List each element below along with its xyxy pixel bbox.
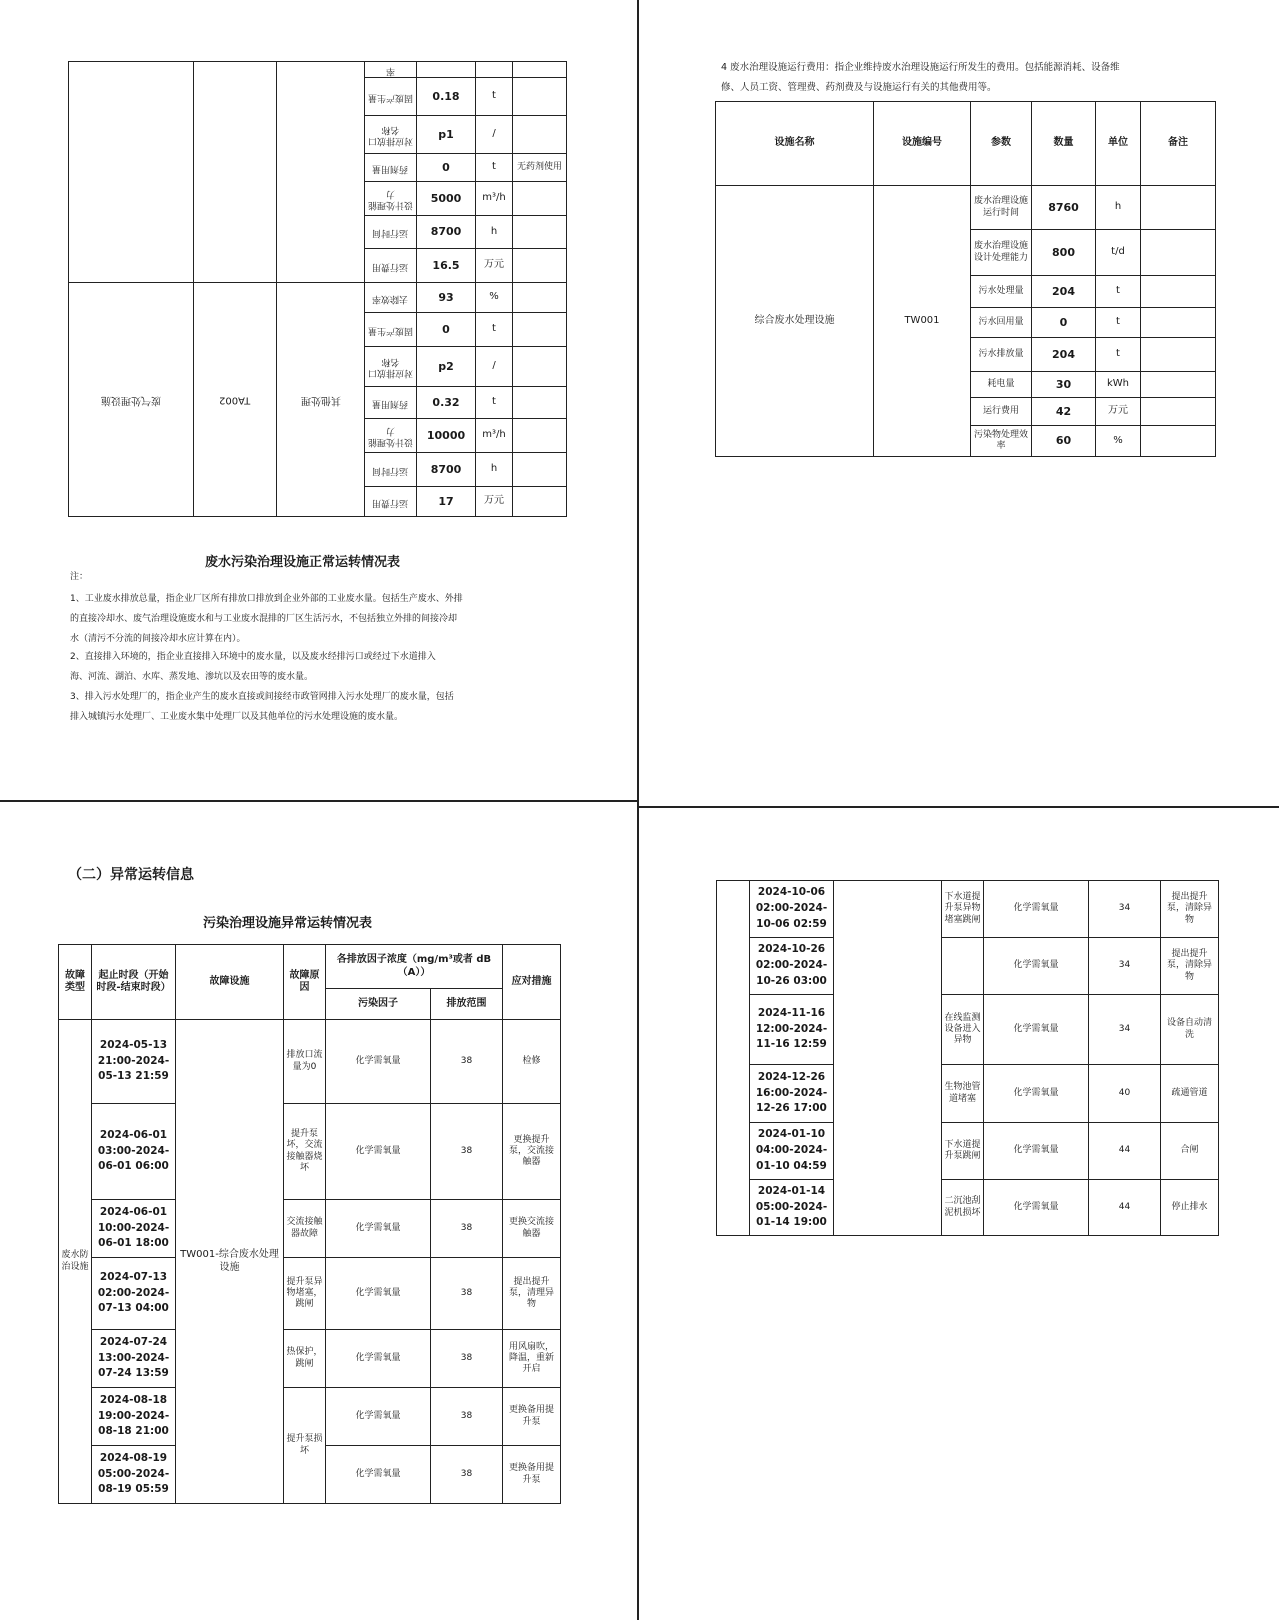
period-line: 2024-05-13	[99, 1038, 168, 1051]
param-label-text: 运行费用	[372, 261, 409, 272]
pollutant: 化学需氧量	[326, 1388, 431, 1446]
param-note	[513, 62, 567, 78]
param-label	[365, 62, 417, 78]
table-row	[59, 1020, 561, 1104]
param-value-text: 5000	[430, 191, 462, 205]
merged-cell	[194, 62, 277, 283]
pollutant: 化学需氧量	[984, 1065, 1089, 1123]
param-name: 污水处理量	[971, 276, 1032, 308]
param-unit-text: t	[492, 323, 496, 335]
param-note	[513, 216, 567, 249]
wastewater-facility-table	[715, 101, 1216, 457]
param-unit-text: m³/h	[482, 429, 506, 441]
table-row	[59, 1200, 561, 1258]
header-pollutant: 污染因子	[326, 989, 431, 1020]
param-value-text: 10000	[426, 428, 466, 442]
param-unit	[476, 347, 513, 387]
note-line: 水（清污不分流的间接冷却水应计算在内）。	[70, 634, 246, 644]
param-qty: 204	[1032, 338, 1096, 372]
param-value-text: 16.5	[432, 258, 460, 272]
period-line: 12-26 17:00	[756, 1102, 827, 1115]
table-row	[59, 1330, 561, 1388]
param-unit-text: m³/h	[482, 192, 506, 204]
header-note: 备注	[1141, 102, 1216, 186]
period-line: 16:00-2024-	[755, 1086, 828, 1099]
emission-range: 38	[431, 1330, 503, 1388]
param-unit-text: t	[492, 90, 496, 102]
header-qty: 数量	[1032, 102, 1096, 186]
param-name: 运行费用	[971, 398, 1032, 426]
period-cell	[92, 1200, 176, 1258]
merged-cell	[69, 62, 194, 283]
param-qty: 60	[1032, 426, 1096, 457]
abnormal-operation-table-continued	[716, 880, 1219, 1236]
param-unit	[476, 387, 513, 419]
param-value-text: 93	[438, 290, 454, 304]
header-measure: 应对措施	[503, 945, 561, 1020]
param-note	[513, 182, 567, 216]
header-param: 参数	[971, 102, 1032, 186]
period-line: 07-13 04:00	[98, 1302, 169, 1315]
period-line: 08-18 21:00	[98, 1425, 169, 1438]
param-unit	[476, 487, 513, 517]
facility-name: 废气处理设施	[101, 394, 161, 406]
param-unit-text: 万元	[484, 259, 504, 271]
param-value	[417, 216, 476, 249]
period-line: 19:00-2024-	[97, 1409, 170, 1422]
param-note	[1141, 230, 1216, 276]
period-line: 06-01 18:00	[98, 1237, 169, 1250]
period-line: 11-16 12:59	[756, 1038, 827, 1051]
pollutant: 化学需氧量	[326, 1200, 431, 1258]
param-value-text: 0	[442, 160, 450, 174]
param-name: 污染物处理效率	[971, 426, 1032, 457]
param-unit	[476, 116, 513, 154]
param-name: 污水排放量	[971, 338, 1032, 372]
param-value-text: 0.18	[432, 89, 460, 103]
note-line: 1、工业废水排放总量，指企业厂区所有排放口排放到企业外部的工业废水量。包括生产废水、外排	[70, 594, 463, 604]
pollutant: 化学需氧量	[984, 881, 1089, 938]
param-name: 废水治理设施运行时间	[971, 186, 1032, 230]
header-range: 排放范围	[431, 989, 503, 1020]
period-line: 2024-10-26	[757, 943, 826, 956]
param-unit	[476, 419, 513, 453]
measure: 检修	[503, 1020, 561, 1104]
table-row	[717, 1065, 1219, 1123]
param-qty: 42	[1032, 398, 1096, 426]
param-value-text: 0.32	[432, 395, 460, 409]
note-line: 3、排入污水处理厂的，指企业产生的废水直接或间接经市政管网排入污水处理厂的废水量，包括	[70, 692, 454, 702]
fault-reason: 热保护，跳闸	[284, 1330, 326, 1388]
intro-line-1: 4 废水治理设施运行费用：指企业维持废水治理设施运行所发生的费用。包括能源消耗、设备维	[721, 62, 1120, 73]
param-note	[513, 487, 567, 517]
period-line: 10:00-2024-	[97, 1221, 170, 1234]
period-line: 21:00-2024-	[97, 1054, 170, 1067]
param-note-text: 无药剂使用	[516, 161, 562, 172]
param-label-text: 去除效率	[372, 293, 409, 304]
period-line: 03:00-2024-	[97, 1144, 170, 1157]
merged-cell	[717, 881, 750, 1236]
pollutant: 化学需氧量	[984, 1180, 1089, 1236]
param-unit	[476, 283, 513, 313]
period-cell	[92, 1104, 176, 1200]
param-label-text: 率	[385, 65, 395, 76]
param-unit-text: h	[490, 463, 498, 475]
measure: 用风扇吹，降温，重新开启	[503, 1330, 561, 1388]
param-note	[1141, 276, 1216, 308]
param-unit-text: h	[490, 225, 498, 237]
header-concentration: 各排放因子浓度（mg/m³或者 dB（A））	[326, 945, 503, 989]
facility-name: 综合废水处理设施	[716, 186, 874, 457]
measure: 疏通管道	[1161, 1065, 1219, 1123]
param-unit	[476, 154, 513, 182]
header-facility-code: 设施编号	[874, 102, 971, 186]
period-line: 2024-12-26	[757, 1070, 826, 1083]
param-unit-text: %	[489, 291, 499, 303]
param-label	[365, 249, 417, 283]
param-qty: 204	[1032, 276, 1096, 308]
period-cell	[750, 995, 834, 1065]
param-note	[513, 249, 567, 283]
param-note	[1141, 372, 1216, 398]
param-value-text: p1	[438, 127, 454, 141]
emission-range: 44	[1089, 1123, 1161, 1180]
period-cell	[92, 1388, 176, 1446]
param-label-text: 设计处理能力	[368, 425, 414, 447]
param-label	[365, 182, 417, 216]
fault-type: 废水防治设施	[59, 1020, 92, 1504]
param-value	[417, 78, 476, 116]
param-unit: t	[1096, 276, 1141, 308]
period-line: 2024-11-16	[757, 1006, 826, 1019]
param-qty: 8760	[1032, 186, 1096, 230]
header-unit: 单位	[1096, 102, 1141, 186]
param-label	[365, 116, 417, 154]
note-line: 排入城镇污水处理厂、工业废水集中处理厂以及其他单位的污水处理设施的废水量。	[70, 712, 404, 722]
param-value	[417, 116, 476, 154]
period-cell	[92, 1020, 176, 1104]
param-note	[513, 154, 567, 182]
fault-reason: 下水道提升泵异物堵塞跳闸	[942, 881, 984, 938]
table-row	[717, 1123, 1219, 1180]
period-cell	[750, 1123, 834, 1180]
param-note	[513, 453, 567, 487]
param-unit-text: t	[492, 396, 496, 408]
fault-reason: 提升泵坏，交流接触器烧坏	[284, 1104, 326, 1200]
emission-range: 38	[431, 1446, 503, 1504]
period-line: 04:00-2024-	[755, 1144, 828, 1157]
param-label	[365, 154, 417, 182]
pollutant: 化学需氧量	[326, 1258, 431, 1330]
param-unit: 万元	[1096, 398, 1141, 426]
period-line: 2024-08-19	[99, 1451, 168, 1464]
param-qty: 0	[1032, 308, 1096, 338]
measure: 更换备用提升泵	[503, 1388, 561, 1446]
param-unit	[476, 62, 513, 78]
param-label-text: 运行费用	[372, 497, 409, 508]
param-unit: h	[1096, 186, 1141, 230]
emission-range: 34	[1089, 995, 1161, 1065]
param-label	[365, 387, 417, 419]
period-line: 2024-10-06	[757, 886, 826, 899]
pollutant: 化学需氧量	[984, 1123, 1089, 1180]
emission-range: 38	[431, 1020, 503, 1104]
measure: 提出提升泵，清除异物	[1161, 881, 1219, 938]
header-facility-name: 设施名称	[716, 102, 874, 186]
section-title: （二）异常运转信息	[68, 867, 194, 883]
emission-range: 34	[1089, 938, 1161, 995]
param-unit-text: /	[492, 360, 496, 372]
period-line: 02:00-2024-	[755, 959, 828, 972]
period-line: 01-10 04:59	[756, 1159, 827, 1172]
param-value	[417, 453, 476, 487]
page-top-right	[639, 0, 1279, 806]
param-note	[513, 313, 567, 347]
table-row	[717, 1180, 1219, 1236]
period-line: 2024-06-01	[99, 1205, 168, 1218]
param-note	[513, 387, 567, 419]
period-line: 2024-08-18	[99, 1393, 168, 1406]
period-line: 13:00-2024-	[97, 1351, 170, 1364]
param-unit-text: 万元	[484, 495, 504, 507]
period-line: 10-06 02:59	[756, 917, 827, 930]
param-label	[365, 487, 417, 517]
param-value-text: 17	[438, 494, 454, 508]
param-qty: 30	[1032, 372, 1096, 398]
period-cell	[750, 1065, 834, 1123]
emission-range: 40	[1089, 1065, 1161, 1123]
param-unit-text: /	[492, 128, 496, 140]
merged-cell	[277, 62, 365, 283]
param-name: 耗电量	[971, 372, 1032, 398]
measure: 更换交流接触器	[503, 1200, 561, 1258]
param-unit: %	[1096, 426, 1141, 457]
param-label-text: 设计处理能力	[368, 188, 414, 210]
param-label	[365, 313, 417, 347]
measure: 停止排水	[1161, 1180, 1219, 1236]
period-cell	[750, 938, 834, 995]
pollutant: 化学需氧量	[326, 1330, 431, 1388]
param-value	[417, 154, 476, 182]
pollutant: 化学需氧量	[984, 995, 1089, 1065]
period-line: 05:00-2024-	[97, 1467, 170, 1480]
param-label	[365, 216, 417, 249]
gas-facility-table	[68, 61, 567, 517]
param-label-text: 运行时间	[372, 465, 409, 476]
fault-reason: 交流接触器故障	[284, 1200, 326, 1258]
param-unit	[476, 453, 513, 487]
period-line: 2024-01-10	[757, 1128, 826, 1141]
param-note	[1141, 426, 1216, 457]
table-row	[59, 1388, 561, 1446]
emission-range: 38	[431, 1258, 503, 1330]
param-name: 污水回用量	[971, 308, 1032, 338]
pollutant: 化学需氧量	[326, 1020, 431, 1104]
param-note	[513, 116, 567, 154]
fault-facility	[834, 881, 942, 1236]
period-line: 12:00-2024-	[755, 1022, 828, 1035]
page-top-left	[0, 0, 637, 800]
pollutant: 化学需氧量	[984, 938, 1089, 995]
facility-type: 其他处理	[300, 394, 341, 406]
table-row	[716, 186, 1216, 230]
table-row	[69, 62, 567, 78]
param-label	[365, 419, 417, 453]
note-line: 的直接冷却水、废气治理设施废水和与工业废水混排的厂区生活污水，不包括独立外排的间接冷却	[70, 614, 458, 624]
emission-range: 34	[1089, 881, 1161, 938]
period-line: 07-24 13:59	[98, 1367, 169, 1380]
note-line: 2、直接排入环境的，指企业直接排入环境中的废水量，以及废水经排污口或经过下水道排入	[70, 652, 436, 662]
param-label	[365, 78, 417, 116]
period-line: 05:00-2024-	[755, 1200, 828, 1213]
measure: 更换提升泵，交流接触器	[503, 1104, 561, 1200]
param-qty: 800	[1032, 230, 1096, 276]
period-line: 06-01 06:00	[98, 1160, 169, 1173]
period-cell	[92, 1446, 176, 1504]
param-value-text: 8700	[430, 225, 462, 239]
table-row	[69, 283, 567, 313]
param-value	[417, 283, 476, 313]
note-line: 海、河流、湖泊、水库、蒸发地、渗坑以及农田等的废水量。	[70, 672, 314, 682]
table-row	[59, 1258, 561, 1330]
param-label-text: 固废产生量	[367, 92, 413, 103]
emission-range: 38	[431, 1104, 503, 1200]
table-row	[717, 995, 1219, 1065]
fault-reason: 下水道提升泵跳闸	[942, 1123, 984, 1180]
period-cell	[92, 1330, 176, 1388]
param-label	[365, 347, 417, 387]
param-unit: t/d	[1096, 230, 1141, 276]
param-note	[1141, 338, 1216, 372]
facility-code-cell	[194, 283, 277, 517]
param-unit	[476, 313, 513, 347]
param-label-text: 药剂用量	[372, 398, 409, 409]
fault-reason	[942, 938, 984, 995]
param-name: 废水治理设施设计处理能力	[971, 230, 1032, 276]
param-note	[513, 419, 567, 453]
param-note	[1141, 308, 1216, 338]
param-label	[365, 453, 417, 487]
period-line: 2024-01-14	[757, 1184, 826, 1197]
period-line: 02:00-2024-	[755, 902, 828, 915]
param-unit: t	[1096, 338, 1141, 372]
param-unit	[476, 216, 513, 249]
intro-line-2: 修、人员工资、管理费、药剂费及与设施运行有关的其他费用等。	[721, 82, 997, 93]
param-value	[417, 313, 476, 347]
emission-range: 38	[431, 1388, 503, 1446]
period-line: 05-13 21:59	[98, 1070, 169, 1083]
facility-name-cell	[69, 283, 194, 517]
param-note	[513, 78, 567, 116]
param-unit	[476, 78, 513, 116]
header-fault-type: 故障类型	[59, 945, 92, 1020]
fault-reason: 提升泵损坏	[284, 1388, 326, 1504]
param-unit	[476, 249, 513, 283]
param-value-text: 8700	[430, 462, 462, 476]
table-row	[717, 938, 1219, 995]
param-unit-text: t	[492, 161, 496, 173]
param-note	[513, 347, 567, 387]
header-period: 起止时段（开始时段-结束时段）	[92, 945, 176, 1020]
param-value-text: 0	[442, 322, 450, 336]
period-line: 2024-06-01	[99, 1128, 168, 1141]
param-unit: t	[1096, 308, 1141, 338]
note-line: 注：	[70, 572, 89, 582]
param-label-text: 固废产生量	[367, 325, 413, 336]
measure: 提出提升泵，清理异物	[503, 1258, 561, 1330]
period-line: 2024-07-13	[99, 1270, 168, 1283]
period-line: 10-26 03:00	[756, 974, 827, 987]
period-line: 01-14 19:00	[756, 1216, 827, 1229]
facility-code: TW001	[874, 186, 971, 457]
table-row	[717, 881, 1219, 938]
param-note	[1141, 398, 1216, 426]
param-note	[513, 283, 567, 313]
param-unit: kWh	[1096, 372, 1141, 398]
param-value	[417, 347, 476, 387]
fault-reason: 排放口流量为0	[284, 1020, 326, 1104]
period-line: 08-19 05:59	[98, 1483, 169, 1496]
facility-type-cell	[277, 283, 365, 517]
fault-reason: 提升泵异物堵塞，跳闸	[284, 1258, 326, 1330]
period-line: 2024-07-24	[99, 1335, 168, 1348]
param-value	[417, 182, 476, 216]
fault-reason: 二沉池刮泥机损坏	[942, 1180, 984, 1236]
param-value-text: p2	[438, 359, 454, 373]
period-cell	[750, 881, 834, 938]
emission-range: 38	[431, 1200, 503, 1258]
param-value	[417, 62, 476, 78]
param-label-text: 对应排放口名称	[368, 356, 414, 378]
param-label-text: 对应排放口名称	[368, 124, 414, 146]
measure: 设备自动清洗	[1161, 995, 1219, 1065]
emission-range: 44	[1089, 1180, 1161, 1236]
table-row	[59, 1104, 561, 1200]
pollutant: 化学需氧量	[326, 1446, 431, 1504]
param-label	[365, 283, 417, 313]
facility-code: TA002	[219, 394, 251, 406]
fault-reason: 在线监测设备进入异物	[942, 995, 984, 1065]
param-label-text: 运行时间	[372, 227, 409, 238]
param-unit	[476, 182, 513, 216]
period-cell	[750, 1180, 834, 1236]
param-value	[417, 387, 476, 419]
table-title: 污染治理设施异常运转情况表	[203, 916, 373, 931]
table-title: 废水污染治理设施正常运转情况表	[205, 555, 401, 570]
param-note	[1141, 186, 1216, 230]
period-line: 02:00-2024-	[97, 1286, 170, 1299]
param-value	[417, 419, 476, 453]
measure: 合闸	[1161, 1123, 1219, 1180]
pollutant: 化学需氧量	[326, 1104, 431, 1200]
param-value	[417, 487, 476, 517]
page-bottom-left	[0, 802, 637, 1620]
param-label-text: 药剂用量	[372, 163, 409, 174]
header-fault-reason: 故障原因	[284, 945, 326, 1020]
param-value	[417, 249, 476, 283]
abnormal-operation-table	[58, 944, 561, 1504]
fault-reason: 生物池管道堵塞	[942, 1065, 984, 1123]
measure: 提出提升泵，清除异物	[1161, 938, 1219, 995]
measure: 更换备用提升泵	[503, 1446, 561, 1504]
fault-facility: TW001-综合废水处理设施	[176, 1020, 284, 1504]
period-cell	[92, 1258, 176, 1330]
header-fault-facility: 故障设施	[176, 945, 284, 1020]
page-bottom-right	[639, 808, 1279, 1620]
